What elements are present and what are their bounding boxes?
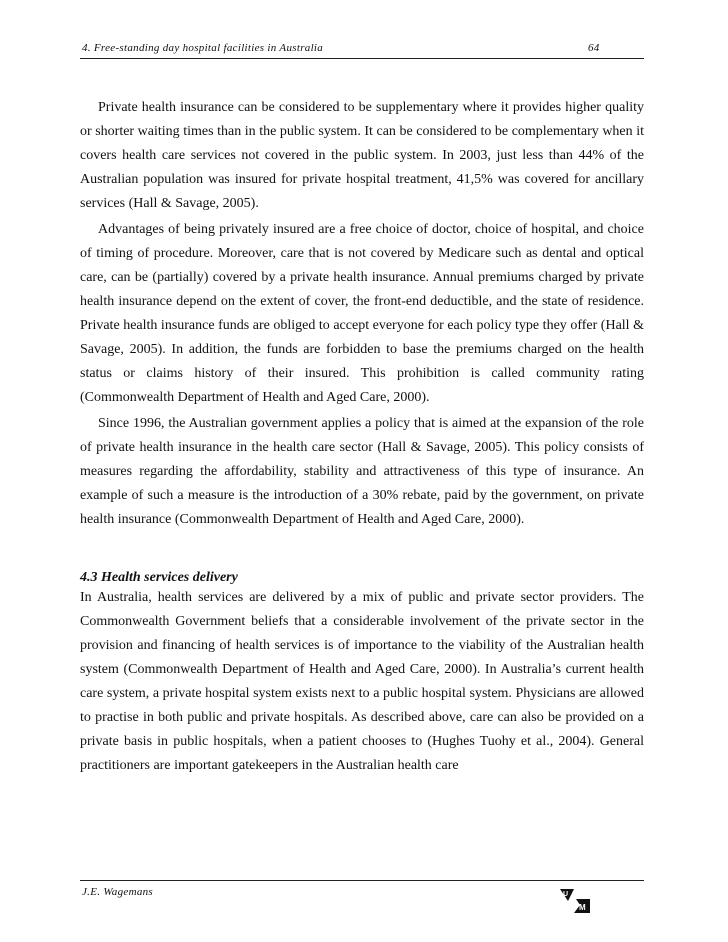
paragraph-advantages: Advantages of being privately insured are a free choice of doctor, choice of hospital, and choice of timing of procedure. Moreover, care that is not covered by Medicare such as dental and optical care, can be (partially) covered by a private health insurance. Annual premiums charged by private health insurance depend on the extent of cover, the front-end deductible, and the state of residence. Private health insurance funds are obliged to accept everyone for each policy type they offer (Hall & Savage, 2005). In addition, the funds are forbidden to base the premiums charged on the health status or claims history of their insured. This prohibition is called community rating (Commonwealth Department of Health and Aged Care, 2000). xyxy=(80,222,644,405)
page-body xyxy=(80,96,644,778)
logo-letter-m: M xyxy=(579,903,586,912)
logo-letter-u: U xyxy=(563,891,569,898)
header-title: 4. Free-standing day hospital facilities in Australia xyxy=(82,42,324,54)
paragraph-government-policy: Since 1996, the Australian government applies a policy that is aimed at the expansion of the role of private health insurance in the health care sector (Hall & Savage, 2005). This policy consists of measures regarding the affordability, stability and attractiveness of this type of insurance. An example of such a measure is the introduction of a 30% rebate, paid by the government, on private health insurance (Commonwealth Department of Health and Aged Care, 2000). xyxy=(80,416,644,527)
footer-author: J.E. Wagemans xyxy=(82,886,154,898)
running-header xyxy=(80,38,644,59)
section-heading: 4.3 Health services delivery xyxy=(80,570,238,585)
paragraph-health-services: In Australia, health services are delivered by a mix of public and private sector providers. The Commonwealth Government beliefs that a considerable involvement of the private sector in the provision and financing of health services is of importance to the viability of the Australian health system (Commonwealth Department of Health and Aged Care, 2000). In Australia’s current health care system, a private hospital system exists next to a public hospital system. Physicians are allowed to practise in both public and private hospitals. As described above, care can also be provided on a private basis in public hospitals, when a patient chooses to (Hughes Tuohy et al., 2004). General practitioners are important gatekeepers in the Australian health care xyxy=(80,590,644,773)
page-footer xyxy=(80,880,644,915)
paragraph-insurance-types: Private health insurance can be considered to be supplementary where it provides higher quality or shorter waiting times than in the public system. It can be considered to be complementary when it covers health care services not covered in the public system. In 2003, just less than 44% of the Australian population was insured for private hospital treatment, 41,5% was covered for ancillary services (Hall & Savage, 2005). xyxy=(80,100,644,211)
page-number: 64 xyxy=(588,42,600,54)
university-logo-icon xyxy=(558,885,592,915)
